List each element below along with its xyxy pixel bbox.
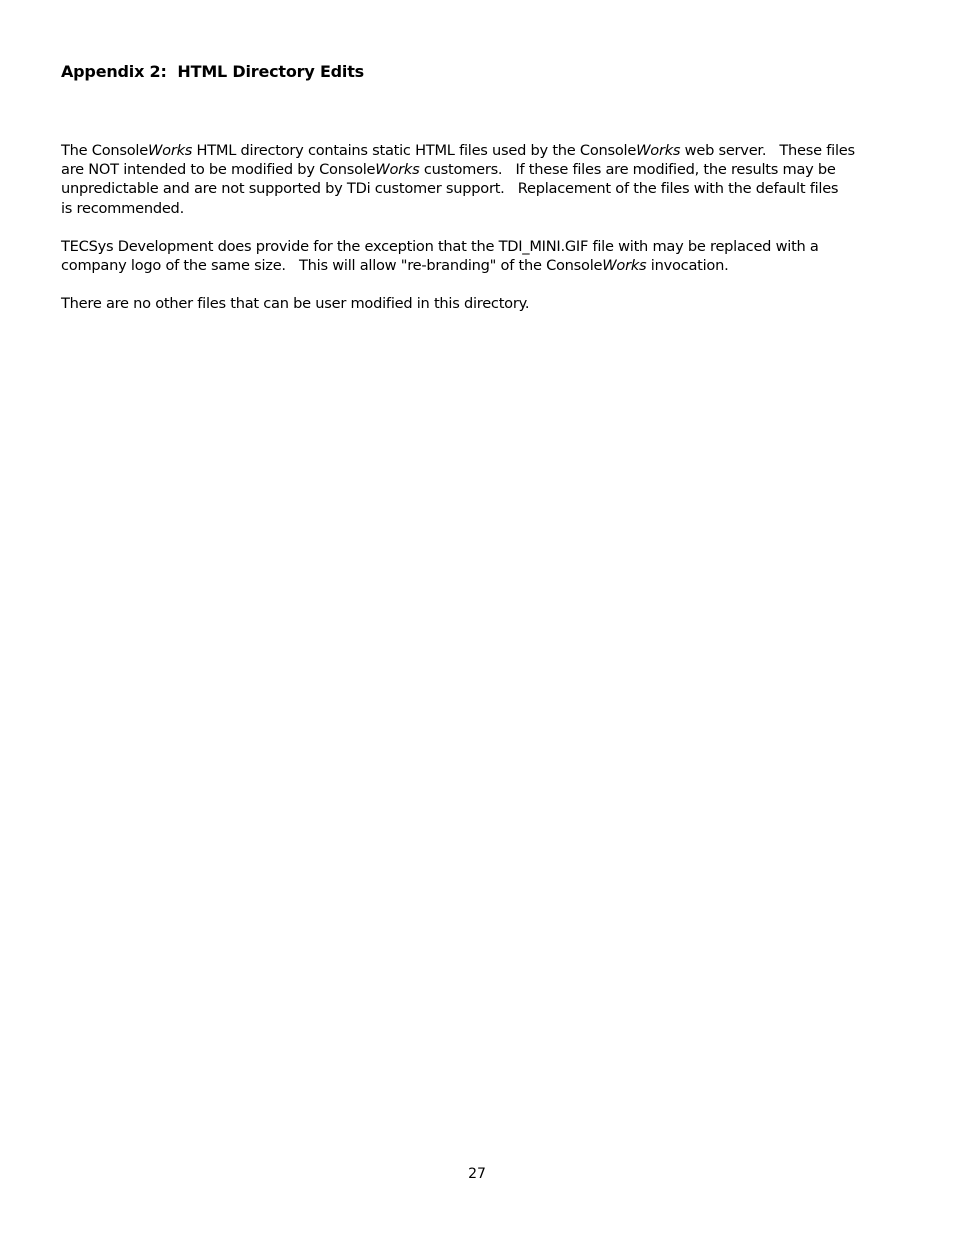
paragraph-no-other-files (61, 294, 901, 313)
paragraph-line (61, 294, 901, 313)
text-run: invocation. (646, 257, 729, 275)
italic-text-run: Works (636, 142, 681, 159)
paragraph-html-directory-description (61, 141, 901, 218)
italic-text-run: Works (147, 142, 193, 159)
paragraph-logo-exception (61, 237, 901, 275)
text-run: company logo of the same size. This will allow "re-branding" of the Console (61, 257, 603, 275)
text-run: There are no other files that can be user modified in this directory. (61, 295, 530, 312)
text-run: HTML directory contains static HTML files used by the Console (192, 142, 637, 159)
text-run: unpredictable and are not supported by TDi customer support. Replacement of the files with the default files (61, 180, 839, 198)
paragraph-line (61, 256, 901, 275)
text-run: are NOT intended to be modified by Console (61, 161, 376, 179)
paragraph-line (61, 141, 901, 160)
italic-text-run: Works (375, 161, 420, 179)
text-run: The Console (61, 142, 148, 159)
paragraph-line (61, 179, 901, 198)
page-number: 27 (468, 1166, 486, 1182)
section-heading: Appendix 2: HTML Directory Edits (61, 62, 364, 81)
text-run: TECSys Development does provide for the exception that the TDI_MINI.GIF file with may be replaced with a (61, 238, 819, 255)
italic-text-run: Works (602, 257, 647, 275)
text-run: web server. These files (680, 142, 855, 159)
text-run: customers. If these files are modified, the results may be (419, 161, 836, 179)
paragraph-line (61, 199, 901, 218)
paragraph-line (61, 160, 901, 179)
paragraph-line (61, 237, 901, 256)
text-run: is recommended. (61, 199, 184, 217)
